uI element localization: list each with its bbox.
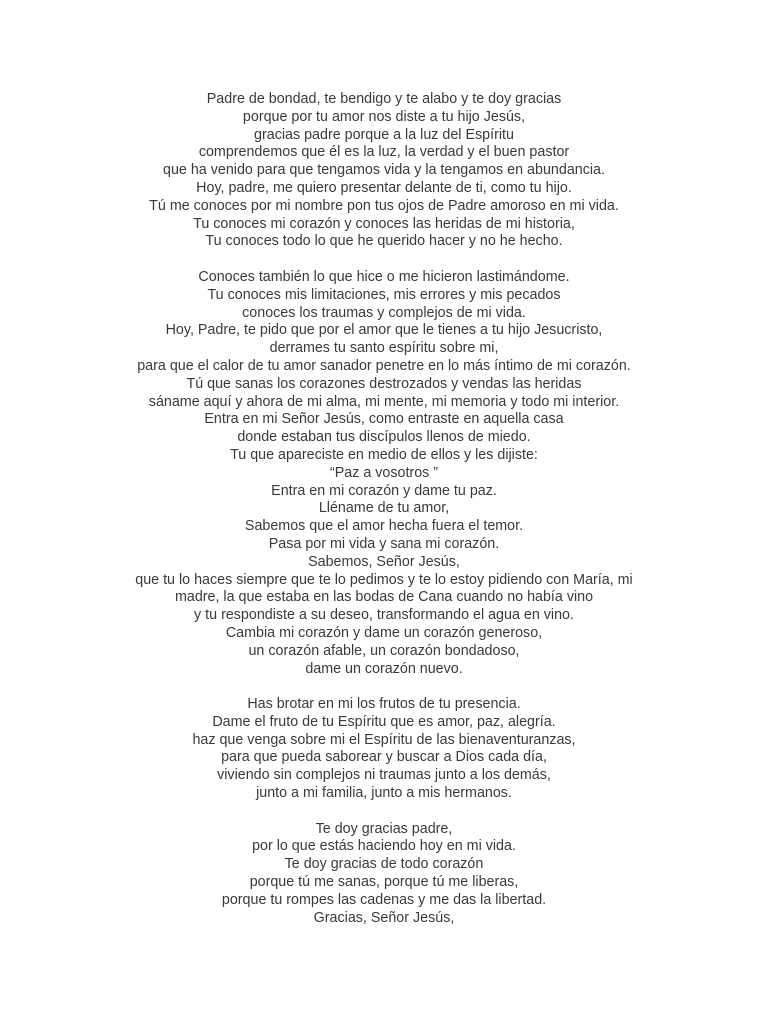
text-line: que ha venido para que tengamos vida y la tengamos en abundancia. (163, 162, 605, 179)
text-line: “Paz a vosotros ” (329, 464, 439, 481)
text-line: y tu respondiste a su deseo, transformando el agua en vino. (194, 607, 574, 624)
text-line: Te doy gracias padre, (315, 820, 453, 837)
text-line: Sabemos, Señor Jesús, (308, 553, 460, 570)
text-line: para que el calor de tu amor sanador penetre en lo más íntimo de mi corazón. (137, 357, 631, 374)
text-line: dame un corazón nuevo. (305, 660, 463, 677)
text-line: Hoy, padre, me quiero presentar delante de ti, como tu hijo. (196, 179, 572, 196)
text-line: Has brotar en mi los frutos de tu presencia. (247, 696, 521, 713)
text-line: un corazón afable, un corazón bondadoso, (248, 642, 520, 659)
text-line: Cambia mi corazón y dame un corazón generoso, (225, 624, 543, 641)
text-line: Hoy, Padre, te pido que por el amor que le tienes a tu hijo Jesucristo, (165, 322, 603, 339)
stanza-4 (0, 821, 768, 928)
text-line: Te doy gracias de todo corazón (284, 856, 484, 873)
text-line: madre, la que estaba en las bodas de Cana cuando no había vino (174, 589, 594, 606)
text-line: Pasa por mi vida y sana mi corazón. (268, 535, 500, 552)
text-line: que tu lo haces siempre que te lo pedimos y te lo estoy pidiendo con María, mi (135, 571, 633, 588)
text-line: Tú que sanas los corazones destrozados y vendas las heridas (186, 375, 582, 392)
text-line: Tu que apareciste en medio de ellos y les dijiste: (230, 446, 538, 463)
text-line: Entra en mi corazón y dame tu paz. (271, 482, 497, 499)
text-line: Dame el fruto de tu Espíritu que es amor, paz, alegría. (212, 713, 556, 730)
text-line: haz que venga sobre mi el Espíritu de las bienaventuranzas, (192, 731, 576, 748)
text-line: por lo que estás haciendo hoy en mi vida. (252, 838, 516, 855)
text-line: Tu conoces mis limitaciones, mis errores y mis pecados (207, 286, 561, 303)
text-line: donde estaban tus discípulos llenos de miedo. (237, 429, 531, 446)
stanza-3 (0, 696, 768, 803)
text-line: Tu conoces todo lo que he querido hacer y no he hecho. (205, 233, 563, 250)
text-line: derrames tu santo espíritu sobre mi, (269, 340, 499, 357)
document-page (0, 91, 768, 927)
text-line: porque por tu amor nos diste a tu hijo Jesús, (242, 108, 526, 125)
text-line: junto a mi familia, junto a mis hermanos. (256, 785, 512, 802)
text-line: para que pueda saborear y buscar a Dios cada día, (221, 749, 547, 766)
text-line: porque tú me sanas, porque tú me liberas, (249, 874, 519, 891)
text-line: porque tu rompes las cadenas y me das la libertad. (221, 891, 547, 908)
text-line: Tú me conoces por mi nombre pon tus ojos de Padre amoroso en mi vida. (149, 197, 619, 214)
stanza-1 (0, 91, 768, 251)
text-line: Entra en mi Señor Jesús, como entraste en aquella casa (204, 411, 564, 428)
text-line: comprendemos que él es la luz, la verdad y el buen pastor (198, 144, 570, 161)
text-line: Lléname de tu amor, (318, 500, 450, 517)
stanza-2 (0, 269, 768, 678)
text-line: Tu conoces mi corazón y conoces las heridas de mi historia, (193, 215, 575, 232)
text-line: sáname aquí y ahora de mi alma, mi mente, mi memoria y todo mi interior. (148, 393, 620, 410)
text-line: conoces los traumas y complejos de mi vida. (242, 304, 526, 321)
text-line: viviendo sin complejos ni traumas junto a los demás, (217, 767, 551, 784)
text-line: Gracias, Señor Jesús, (313, 909, 455, 926)
text-line: gracias padre porque a la luz del Espíritu (254, 126, 514, 143)
text-line: Conoces también lo que hice o me hicieron lastimándome. (198, 268, 570, 285)
text-line: Padre de bondad, te bendigo y te alabo y te doy gracias (206, 91, 562, 107)
text-line: Sabemos que el amor hecha fuera el temor. (244, 518, 524, 535)
